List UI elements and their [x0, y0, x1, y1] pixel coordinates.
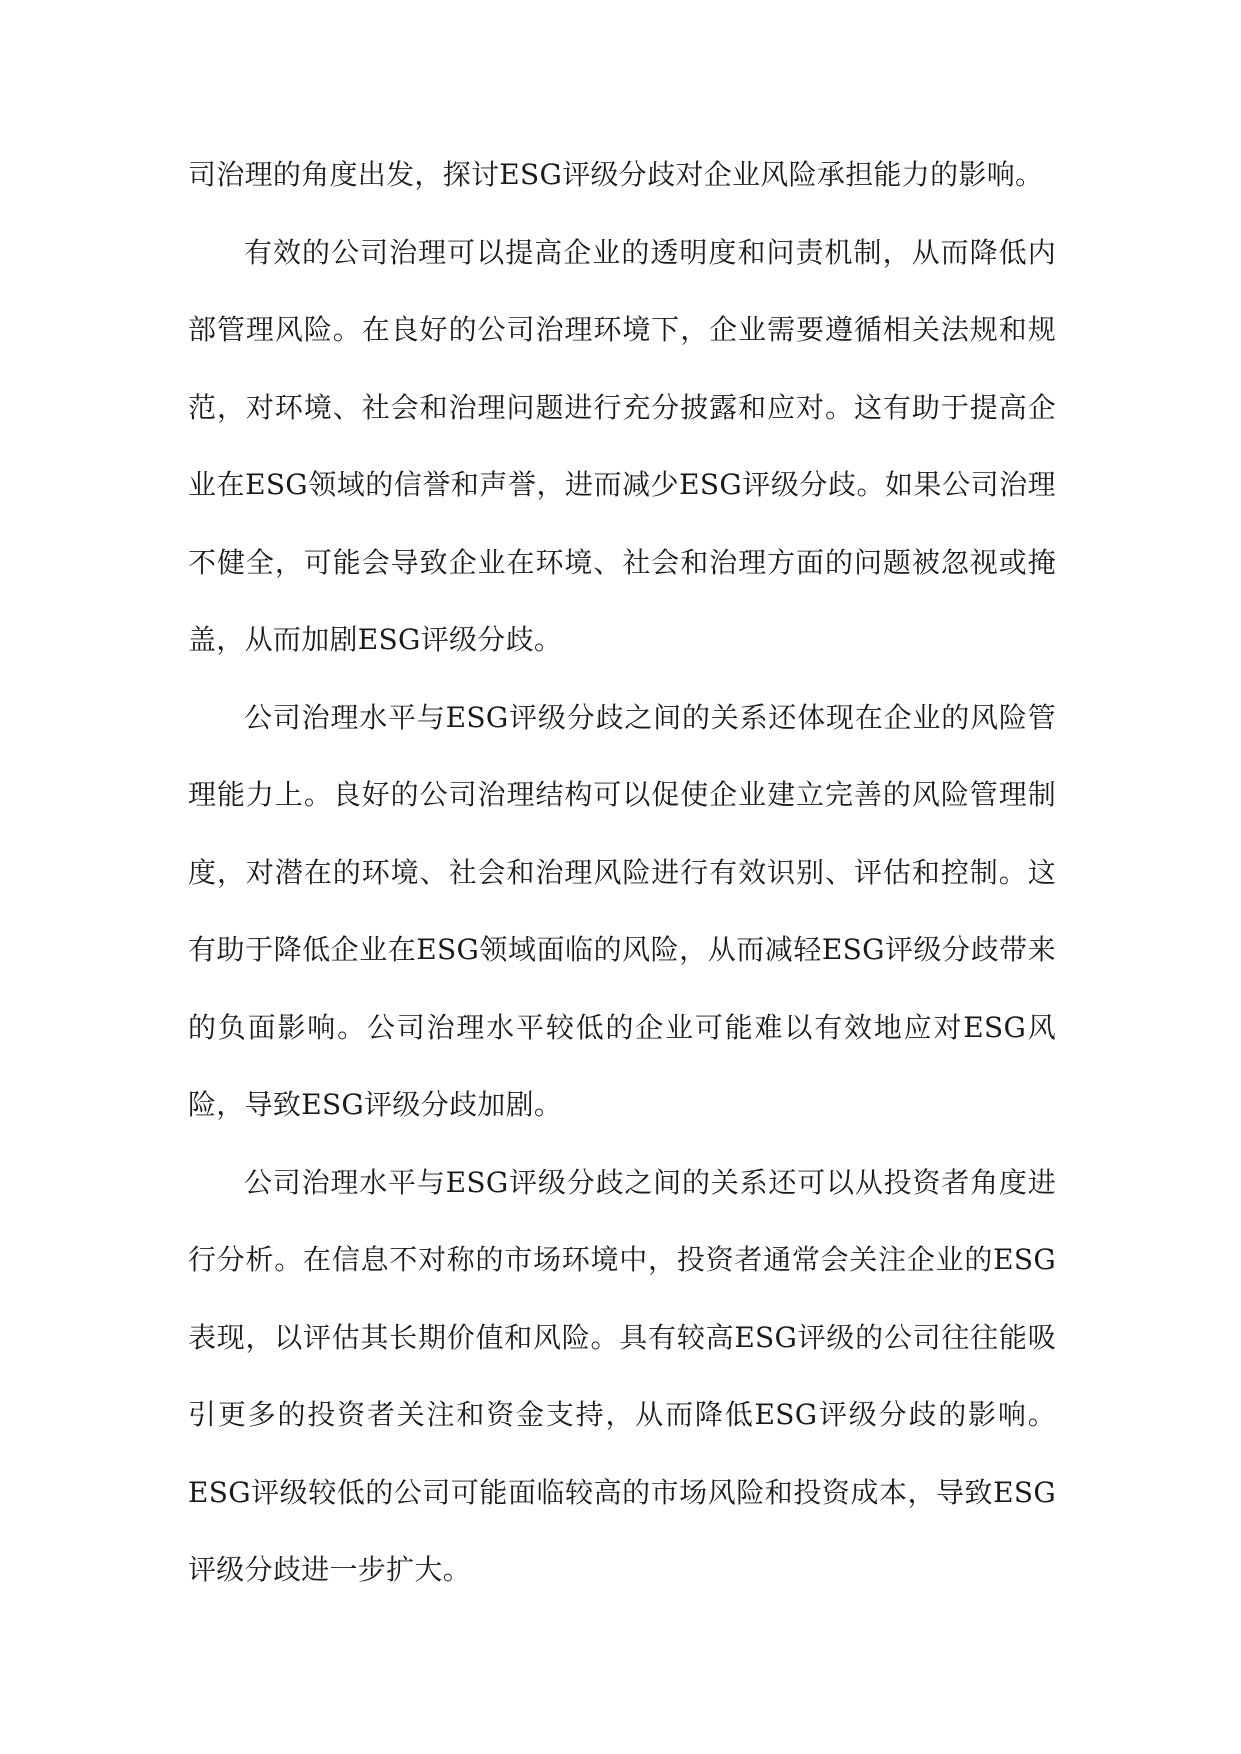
document-body	[188, 136, 1056, 1609]
paragraph-4: 公司治理水平与ESG评级分歧之间的关系还可以从投资者角度进行分析。在信息不对称的市场环境中，投资者通常会关注企业的ESG表现，以评估其长期价值和风险。具有较高ESG评级的公司往往能吸引更多的投资者关注和资金支持，从而降低ESG评级分歧的影响。ESG评级较低的公司可能面临较高的市场风险和投资成本，导致ESG评级分歧进一步扩大。	[188, 1165, 1056, 1586]
paragraph-3: 公司治理水平与ESG评级分歧之间的关系还体现在企业的风险管理能力上。良好的公司治理结构可以促使企业建立完善的风险管理制度，对潜在的环境、社会和治理风险进行有效识别、评估和控制。这有助于降低企业在ESG领域面临的风险，从而减轻ESG评级分歧带来的负面影响。公司治理水平较低的企业可能难以有效地应对ESG风险，导致ESG评级分歧加剧。	[188, 700, 1056, 1121]
paragraph-1: 司治理的角度出发，探讨ESG评级分歧对企业风险承担能力的影响。	[188, 158, 1044, 191]
paragraph-2: 有效的公司治理可以提高企业的透明度和问责机制，从而降低内部管理风险。在良好的公司治理环境下，企业需要遵循相关法规和规范，对环境、社会和治理问题进行充分披露和应对。这有助于提高企业在ESG领域的信誉和声誉，进而减少ESG评级分歧。如果公司治理不健全，可能会导致企业在环境、社会和治理方面的问题被忽视或掩盖，从而加剧ESG评级分歧。	[188, 235, 1056, 656]
